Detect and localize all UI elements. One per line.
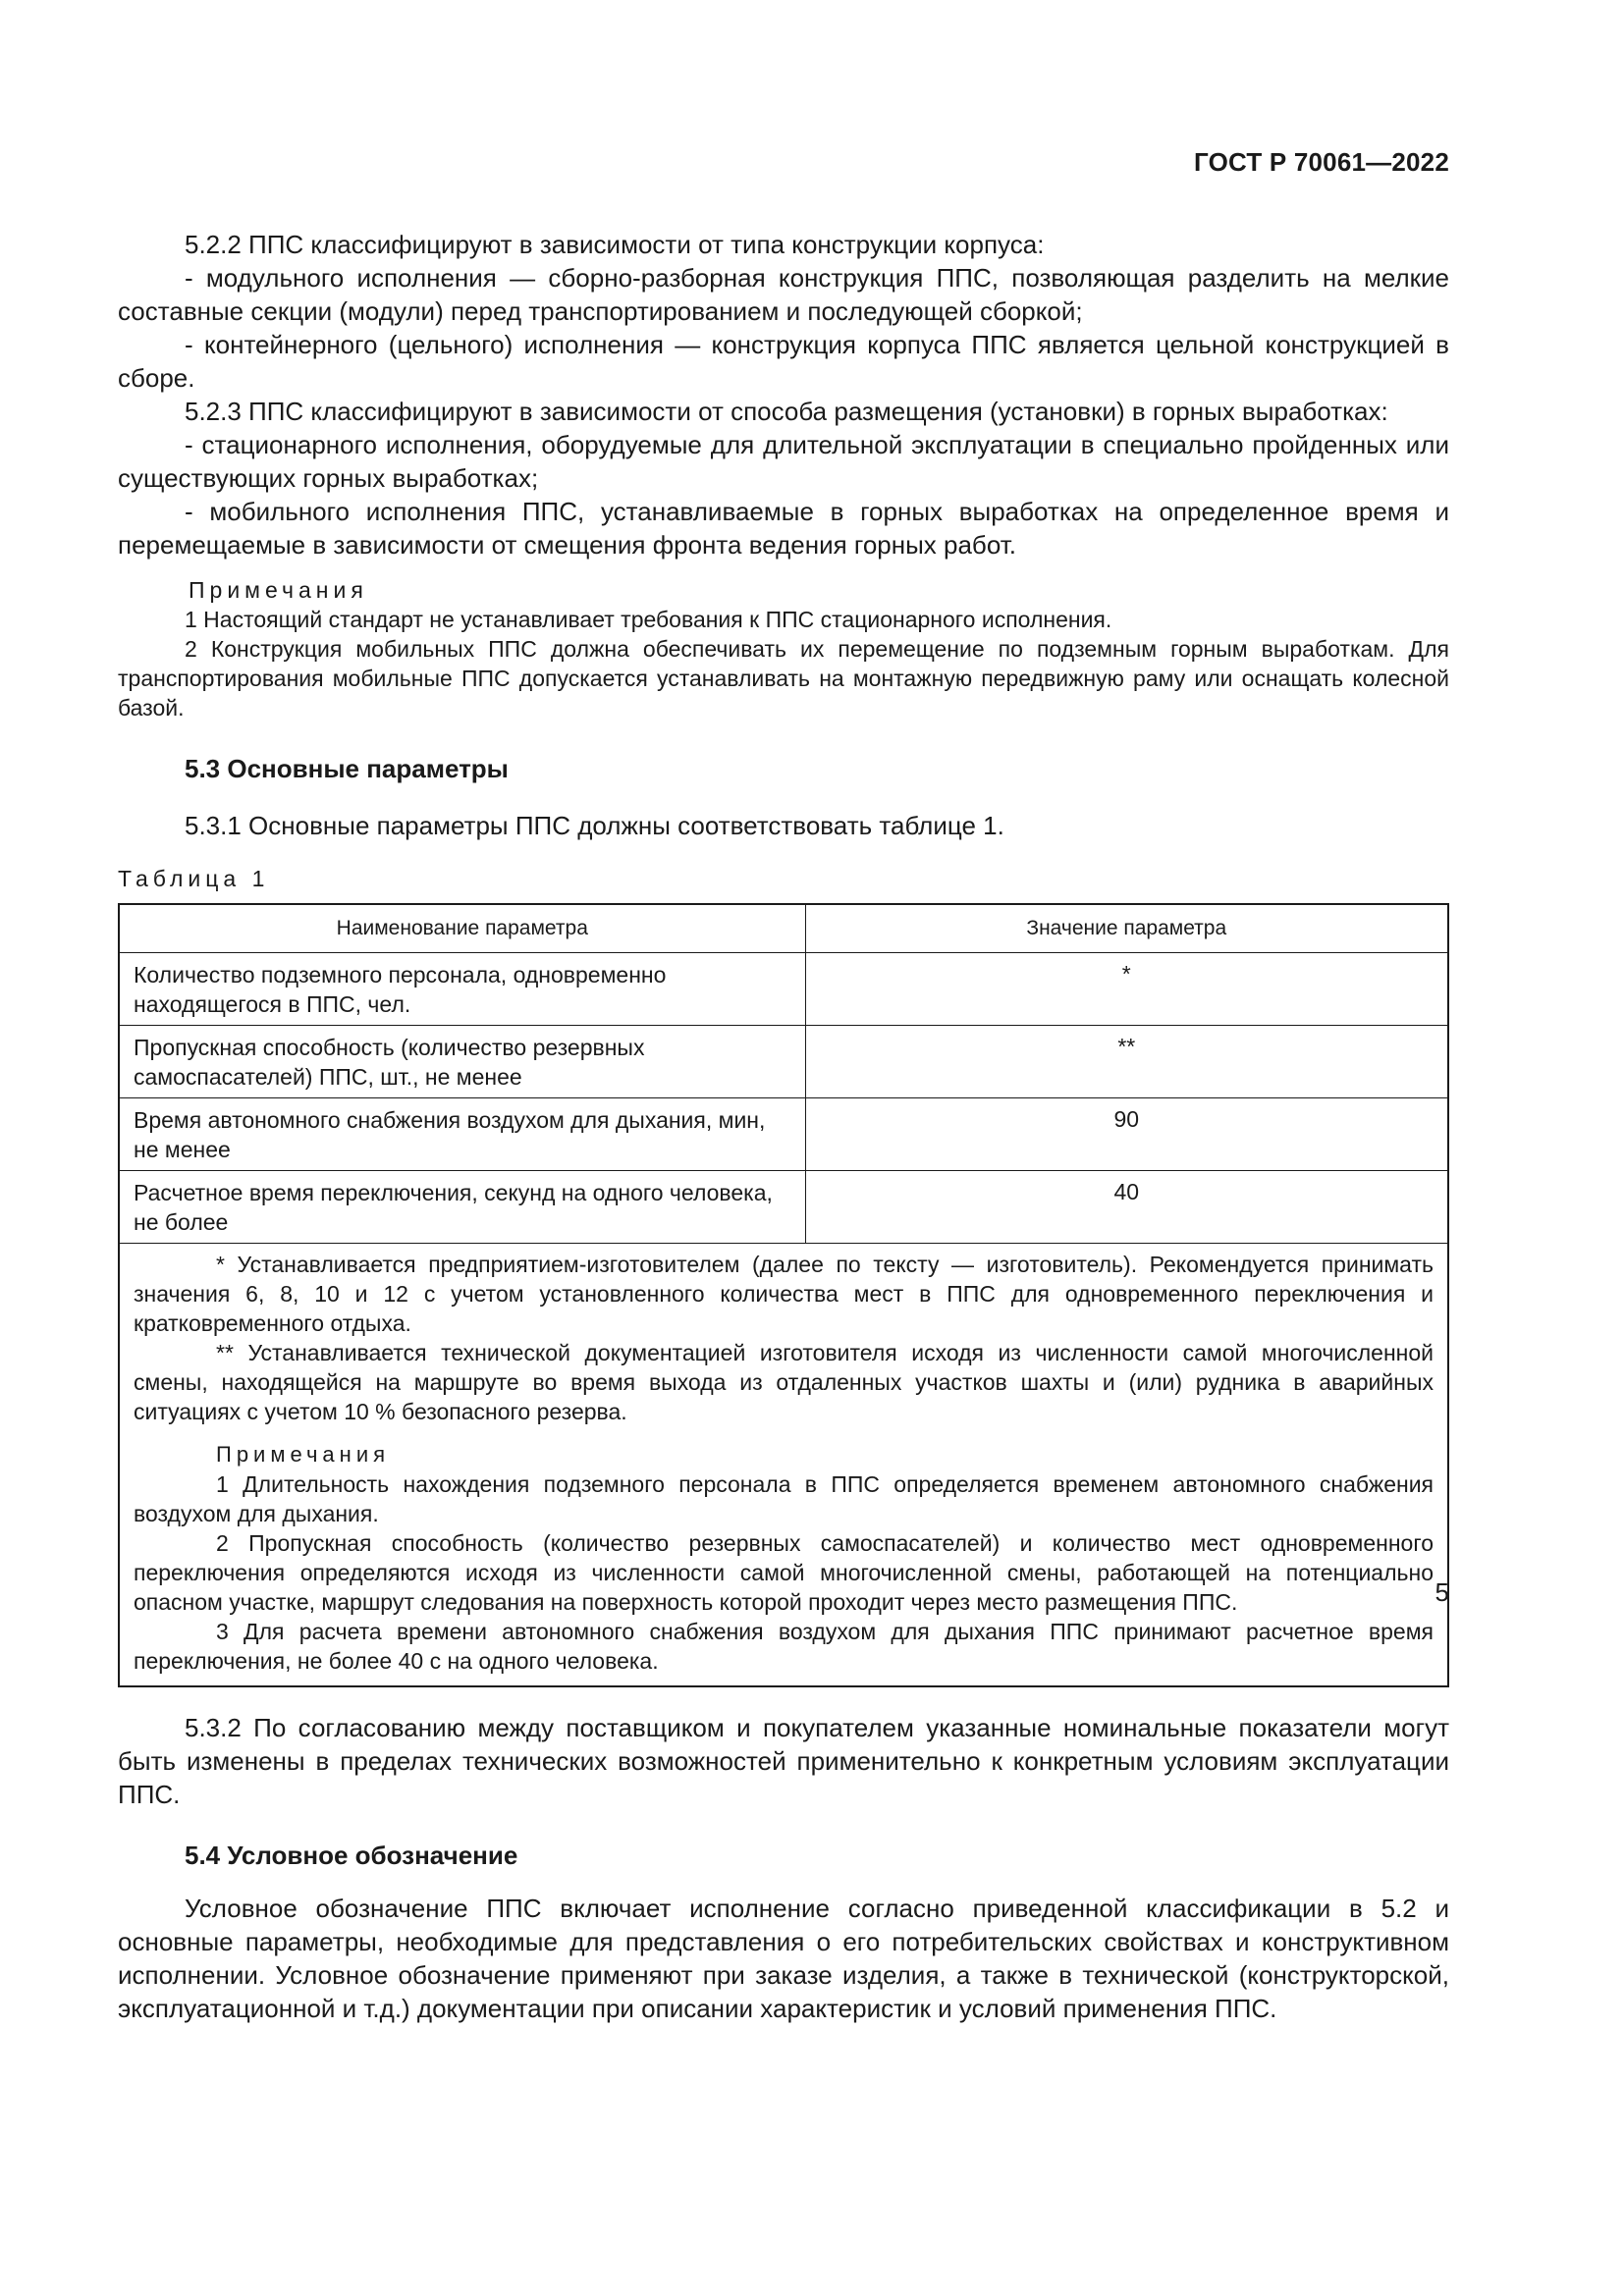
column-header-name: Наименование параметра <box>119 904 805 953</box>
table-note-1: 1 Длительность нахождения подземного персонала в ППС определяется временем автономного снабжения воздухом для дыхания. <box>134 1471 1434 1526</box>
note-2: 2 Конструкция мобильных ППС должна обеспечивать их перемещение по подземным горным выработкам. Для транспортирования мобильные ППС допускается устанавливать на монтажную передвижную раму или оснащать колесной базой. <box>118 636 1449 721</box>
parameter-name: Пропускная способность (количество резервных самоспасателей) ППС, шт., не менее <box>119 1026 805 1098</box>
section-heading-5-4: 5.4 Условное обозначение <box>185 1841 518 1870</box>
paragraph-stationary: - стационарного исполнения, оборудуемые для длительной эксплуатации в специально пройденных или существующих горных выработках; <box>118 430 1449 493</box>
parameter-name: Количество подземного персонала, одновременно находящегося в ППС, чел. <box>119 953 805 1026</box>
note-1: 1 Настоящий стандарт не устанавливает требования к ППС стационарного исполнения. <box>185 607 1112 632</box>
table-footnotes <box>119 1244 1448 1687</box>
paragraph-5-2-2: 5.2.2 ППС классифицируют в зависимости от типа конструкции корпуса: <box>185 230 1045 259</box>
column-header-value: Значение параметра <box>805 904 1448 953</box>
paragraph-5-4: Условное обозначение ППС включает исполнение согласно приведенной классификации в 5.2 и основные параметры, необходимые для представления о его потребительских свойствах и конструктивном исполнении. Условное обозначение применяют при заказе изделия, а также в технической (конструкторской, эксплуатационной и т.д.) документации при описании характеристик и условий применения ППС. <box>118 1894 1449 2023</box>
parameter-name: Расчетное время переключения, секунд на одного человека, не более <box>119 1171 805 1244</box>
parameter-value: * <box>805 953 1448 1026</box>
table-note-2: 2 Пропускная способность (количество резервных самоспасателей) и количество мест одновременного переключения определяются исходя из численности самой многочисленной смены, работающей на потенциально опасном участке, маршрут следования на поверхность которой проходит через место размещения ППС. <box>134 1530 1434 1615</box>
paragraph-5-2-3: 5.2.3 ППС классифицируют в зависимости от способа размещения (установки) в горных выработках: <box>185 397 1388 426</box>
parameter-name: Время автономного снабжения воздухом для дыхания, мин, не менее <box>119 1098 805 1171</box>
paragraph-mobile: - мобильного исполнения ППС, устанавливаемые в горных выработках на определенное время и перемещаемые в зависимости от смещения фронта ведения горных работ. <box>118 497 1449 560</box>
table-row <box>119 1098 1448 1171</box>
paragraph-modular: - модульного исполнения — сборно-разборная конструкция ППС, позволяющая разделить на мелкие составные секции (модули) перед транспортированием и последующей сборкой; <box>118 263 1449 326</box>
document-id: ГОСТ Р 70061—2022 <box>1194 147 1449 177</box>
page-content <box>118 228 1449 2025</box>
page-number: 5 <box>1435 1577 1449 1607</box>
parameter-value: ** <box>805 1026 1448 1098</box>
table-row <box>119 1026 1448 1098</box>
section-heading-5-3: 5.3 Основные параметры <box>185 754 509 783</box>
paragraph-5-3-2: 5.3.2 По согласованию между поставщиком и покупателем указанные номинальные показатели могут быть изменены в пределах технических возможностей применительно к конкретным условиям эксплуатации ППС. <box>118 1713 1449 1809</box>
parameter-value: 40 <box>805 1171 1448 1244</box>
footnote-2: ** Устанавливается технической документацией изготовителя исходя из численности самой многочисленной смены, находящейся на маршруте во время выхода из отдаленных участков шахты и (или) рудника в аварийных ситуациях с учетом 10 % безопасного резерва. <box>134 1340 1434 1424</box>
paragraph-container: - контейнерного (цельного) исполнения — конструкция корпуса ППС является цельной конструкцией в сборе. <box>118 330 1449 393</box>
notes-title: Примечания <box>189 577 368 603</box>
table-row <box>119 953 1448 1026</box>
parameter-value: 90 <box>805 1098 1448 1171</box>
table-footnotes-row <box>119 1244 1448 1687</box>
table-note-3: 3 Для расчета времени автономного снабжения воздухом для дыхания ППС принимают расчетное время переключения, не более 40 с на одного человека. <box>134 1619 1434 1674</box>
table-caption: Таблица 1 <box>118 866 270 891</box>
paragraph-5-3-1: 5.3.1 Основные параметры ППС должны соответствовать таблице 1. <box>185 811 1004 840</box>
table-row <box>119 1171 1448 1244</box>
table-notes-title: Примечания <box>216 1442 391 1467</box>
table-header-row <box>119 904 1448 953</box>
footnote-1: * Устанавливается предприятием-изготовителем (далее по тексту — изготовитель). Рекомендуется принимать значения 6, 8, 10 и 12 с учетом установленного количества мест в ППС для одновременного переключения и кратковременного отдыха. <box>134 1252 1434 1336</box>
parameters-table <box>118 903 1449 1687</box>
